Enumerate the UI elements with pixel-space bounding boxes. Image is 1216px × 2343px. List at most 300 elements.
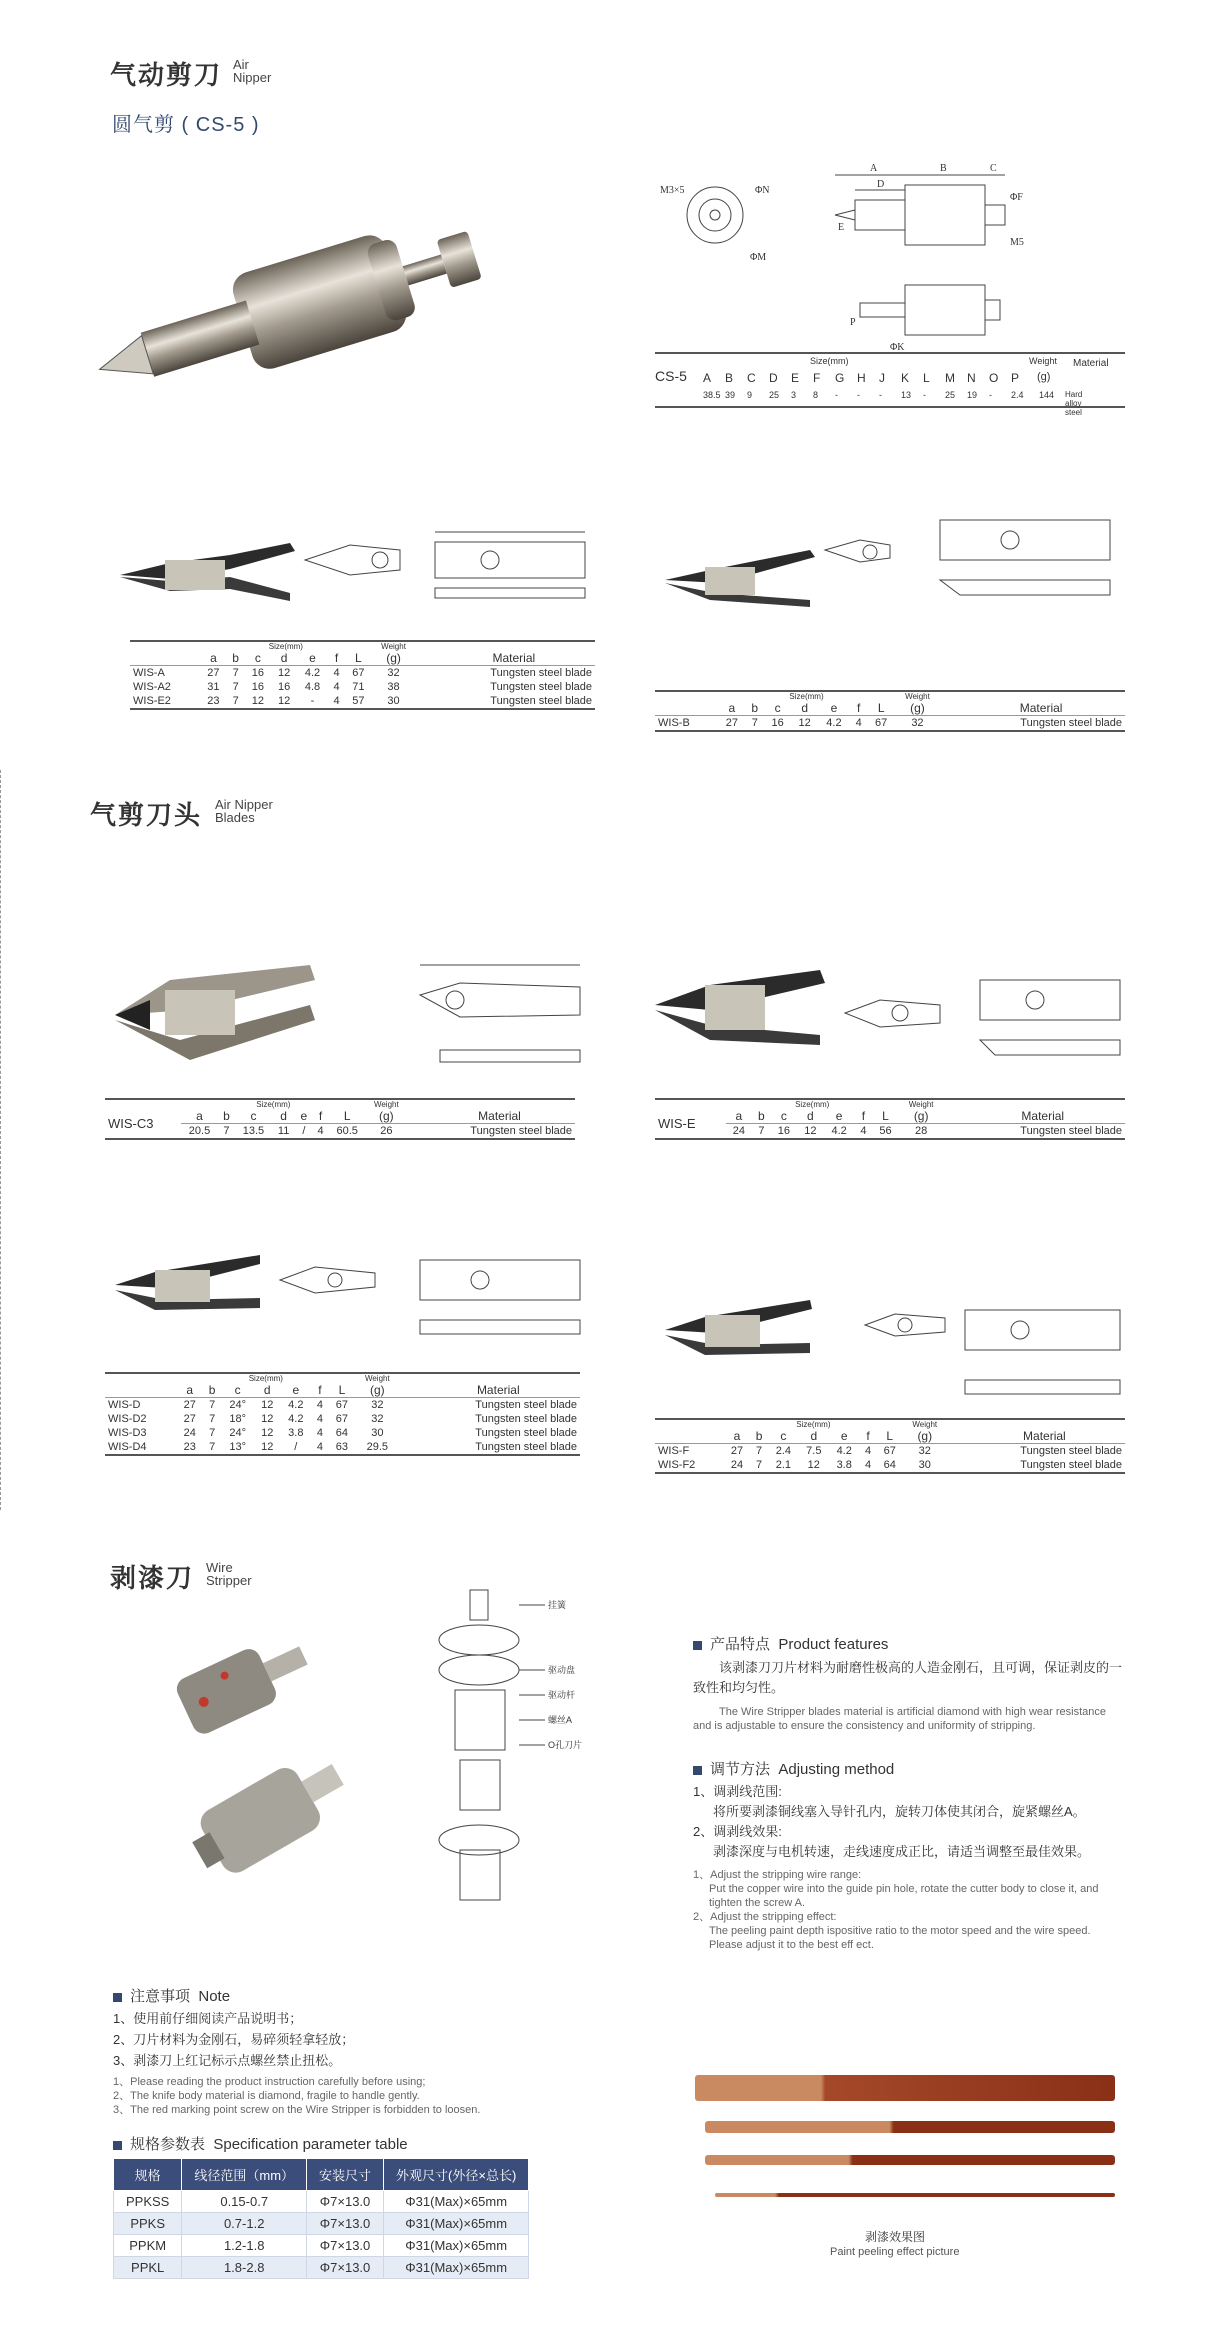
wis-a-photo	[110, 535, 300, 605]
model-cell: WIS-A	[130, 666, 200, 681]
spec-value: 7	[227, 666, 245, 681]
size-label: Size(mm)	[248, 1374, 283, 1383]
column-label: c	[780, 1429, 787, 1443]
cs5-weight-value: 144	[1039, 390, 1055, 400]
blank	[655, 1420, 724, 1429]
features-heading-cn: 产品特点	[710, 1636, 771, 1653]
params-cell: Φ31(Max)×65mm	[384, 2191, 529, 2213]
note-en-item: 2、The knife body material is diamond, fragile to handle gently.	[113, 2090, 420, 2102]
spec-value: 24	[726, 1124, 753, 1139]
label-m: ΦM	[750, 252, 767, 263]
spec-row	[655, 1124, 1125, 1139]
weight-label: Weight	[912, 1420, 938, 1429]
spec-value: 20.5	[181, 1124, 218, 1139]
model-cell: WIS-F2	[658, 1459, 696, 1471]
column-label: b	[208, 1383, 216, 1397]
adjust-cn-block	[693, 1782, 1123, 1862]
params-cell: 0.7-1.2	[182, 2213, 307, 2235]
adjust-en1b: Put the copper wire into the guide pin hole, rotate the cutter body to close it, and tighten the screw A.	[709, 1883, 1099, 1909]
spec-value: 12	[277, 695, 291, 707]
spec-row	[105, 1440, 580, 1454]
params-header: 规格	[114, 2159, 182, 2191]
cs5-value: 39	[725, 390, 736, 400]
spec-value: 27	[183, 1413, 196, 1425]
spec-value: 7	[752, 1124, 770, 1139]
column-label: a	[728, 701, 736, 715]
params-table	[113, 2158, 529, 2279]
spec-value: 7	[745, 716, 764, 731]
spec-value: 16	[245, 666, 271, 681]
spec-value: 4	[311, 1398, 329, 1413]
params-cell: Φ31(Max)×65mm	[384, 2257, 529, 2279]
model-cell	[655, 1429, 724, 1444]
spec-value: 64	[335, 1427, 349, 1439]
label-b: B	[940, 163, 947, 174]
blank	[105, 1374, 177, 1383]
spec-value: 7.5	[799, 1444, 829, 1459]
spec-value: 4	[865, 1459, 872, 1471]
wis-f-drawing-small	[860, 1300, 950, 1350]
weight-value: 32	[371, 1413, 384, 1425]
spec-value: 2.4	[768, 1444, 798, 1459]
spec-value: 7	[218, 1124, 235, 1139]
weight-label: Weight	[381, 642, 406, 651]
model-cell: WIS-F	[655, 1444, 724, 1459]
column-label: d	[810, 1429, 818, 1443]
blank	[130, 642, 200, 651]
params-table-wrap	[113, 2158, 529, 2279]
weight-label: Weight	[905, 692, 930, 701]
spec-value: 24°	[229, 1427, 246, 1439]
params-heading-cn: 规格参数表	[130, 2136, 206, 2153]
size-label: Size(mm)	[796, 1420, 831, 1429]
wisF-table	[655, 1420, 1125, 1472]
spec-value: 27	[177, 1398, 203, 1413]
spec-value: 60.5	[329, 1124, 366, 1139]
note-en-list	[113, 2075, 583, 2117]
square-bullet-icon	[693, 1641, 702, 1650]
wisB-table	[655, 692, 1125, 730]
cs5-weight-unit: (g)	[1037, 371, 1051, 383]
spec-value: 13.5	[235, 1124, 272, 1139]
cs5-value: 25	[769, 390, 780, 400]
diagram-label-2: 驱动杆	[548, 1690, 576, 1700]
material-value: Tungsten steel blade	[944, 1124, 1125, 1139]
title-cn: 剥漆刀	[110, 1563, 195, 1593]
wisC3-table	[105, 1100, 575, 1138]
spec-value: 12	[271, 666, 297, 681]
column-label: b	[758, 1109, 765, 1123]
spec-value: /	[295, 1124, 312, 1139]
weight-value: 32	[371, 666, 415, 681]
spec-value: 63	[335, 1441, 349, 1453]
material-value: Tungsten steel blade	[475, 1427, 577, 1439]
spec-value: 2.1	[775, 1459, 792, 1471]
spec-value: 16	[277, 681, 291, 693]
cs5-value: 2.4	[1011, 390, 1024, 400]
label-m3: M3×5	[660, 185, 685, 196]
peel-caption-cn: 剥漆效果图	[865, 2230, 926, 2244]
spec-value: 7	[756, 1459, 763, 1471]
spec-value: 12	[261, 1427, 274, 1439]
square-bullet-icon	[113, 1993, 122, 2002]
wisE-table	[655, 1100, 1125, 1138]
spec-value: /	[294, 1441, 298, 1453]
cs5-value: 9	[747, 390, 753, 400]
params-row	[114, 2191, 529, 2213]
note-en-item: 1、Please reading the product instruction carefully before using;	[113, 2076, 426, 2088]
spec-value: 23	[183, 1441, 196, 1453]
spec-value: 24	[730, 1459, 744, 1471]
cs5-value: -	[879, 390, 882, 400]
spec-value: 24	[183, 1427, 196, 1439]
label-n: ΦN	[755, 185, 770, 196]
cs5-column-label: H	[857, 371, 866, 385]
spec-value: 7	[209, 1413, 216, 1425]
spec-value: 12	[807, 1459, 820, 1471]
model-cell: WIS-C3	[108, 1115, 154, 1131]
cs5-weight-label: Weight	[1029, 356, 1057, 366]
params-cell: Φ7×13.0	[307, 2235, 384, 2257]
column-label: c	[774, 701, 781, 715]
peel-caption-en: Paint peeling effect picture	[830, 2246, 960, 2258]
wisD-table	[105, 1374, 580, 1454]
model-cell: WIS-D	[105, 1398, 177, 1413]
material-label: Material	[476, 1383, 520, 1397]
spec-row	[105, 1412, 580, 1426]
cs5-material-label: Material	[1073, 358, 1109, 369]
wisA-table	[130, 642, 595, 708]
wis-c3-spec-table	[105, 1098, 575, 1140]
model-cell: WIS-D2	[108, 1413, 147, 1425]
params-cell: Φ7×13.0	[307, 2213, 384, 2235]
cs5-column-label: L	[923, 371, 930, 385]
wis-e-drawing-small	[840, 985, 950, 1040]
features-en: The Wire Stripper blades material is artificial diamond with high wear resistance and is adjustable to ensure the consistency and uniformity of stripping.	[693, 1706, 1106, 1732]
spec-value: 16	[764, 716, 791, 731]
section-title-stripper	[110, 1558, 194, 1595]
spec-value: 4.8	[304, 681, 321, 693]
adjust-cn2-body: 剥漆深度与电机转速，走线速度成正比，请适当调整至最佳效果。	[713, 1844, 1091, 1859]
params-row	[114, 2257, 529, 2279]
spec-value: 67	[345, 666, 371, 681]
material-label: Material	[1023, 1429, 1066, 1443]
adjust-en1: 1、Adjust the stripping wire range:	[693, 1869, 862, 1881]
title-en	[206, 1561, 252, 1587]
weight-unit: (g)	[910, 701, 925, 715]
weight-unit: (g)	[917, 1429, 933, 1443]
spec-value: 27	[718, 716, 745, 731]
column-label: L	[877, 701, 885, 715]
spec-value: 7	[232, 695, 239, 707]
wis-c3-drawing	[380, 955, 590, 1070]
label-a: A	[870, 163, 878, 174]
column-label: f	[861, 1109, 866, 1123]
cs5-model: CS-5	[655, 368, 687, 384]
params-row	[114, 2213, 529, 2235]
cs5-column-label: D	[769, 371, 778, 385]
material-value: Tungsten steel blade	[475, 1441, 577, 1453]
column-label: c	[234, 1383, 241, 1397]
adjust-cn2-title: 2、调剥线效果:	[693, 1824, 782, 1839]
cs5-value: -	[923, 390, 926, 400]
cs5-column-label: M	[945, 371, 955, 385]
material-label: Material	[1021, 1109, 1065, 1123]
square-bullet-icon	[113, 2141, 122, 2150]
weight-label: Weight	[908, 1100, 934, 1109]
cs5-value: -	[989, 390, 992, 400]
column-label: f	[857, 701, 861, 715]
note-heading-en: Note	[198, 1988, 231, 2005]
spec-value: 16	[251, 681, 264, 693]
title-en	[233, 58, 271, 84]
spec-value: 12	[797, 1124, 824, 1139]
material-value: Tungsten steel blade	[416, 666, 595, 681]
spec-value: 4	[859, 1444, 876, 1459]
params-cell: Φ7×13.0	[307, 2257, 384, 2279]
column-label: a	[196, 1109, 203, 1123]
wis-e-drawing	[975, 960, 1125, 1070]
wis-a-drawing	[300, 520, 600, 605]
column-label: b	[751, 701, 759, 715]
weight-value: 28	[899, 1124, 944, 1139]
wis-b-spec-table	[655, 690, 1125, 732]
material-value: Tungsten steel blade	[947, 1444, 1125, 1459]
model-cell: WIS-E	[658, 1115, 696, 1131]
note-cn-item: 1、使用前仔细阅读产品说明书；	[113, 2011, 303, 2026]
model-cell: WIS-D4	[108, 1441, 147, 1453]
peeled-wires-picture	[695, 2075, 1115, 2197]
adjust-heading-en: Adjusting method	[778, 1761, 895, 1778]
column-label: f	[318, 1109, 323, 1123]
column-label: a	[186, 1383, 194, 1397]
blank	[940, 692, 1125, 701]
cs5-value: 25	[945, 390, 956, 400]
features-cn: 该剥漆刀刀片材料为耐磨性极高的人造金刚石，且可调，保证剥皮的一致性和均匀性。	[693, 1660, 1123, 1695]
column-label: L	[882, 1109, 889, 1123]
material-value: Tungsten steel blade	[940, 716, 1125, 731]
model-cell: WIS-D3	[108, 1427, 147, 1439]
wis-f-photo	[660, 1295, 820, 1360]
spec-value: 4	[855, 1124, 873, 1139]
cs5-material-value: Hard alloy steel	[1065, 390, 1083, 417]
title-en-line1: Air Nipper	[215, 797, 273, 812]
wire-sample	[695, 2075, 1115, 2101]
cs5-column-label: E	[791, 371, 800, 385]
weight-unit: (g)	[913, 1109, 929, 1123]
wis-d-photo	[110, 1250, 265, 1315]
column-label: L	[338, 1383, 346, 1397]
weight-value: 32	[903, 1444, 947, 1459]
column-label: e	[292, 1383, 300, 1397]
spec-value: 4.2	[829, 1444, 859, 1459]
weight-label: Weight	[373, 1100, 399, 1109]
cs5-value: -	[857, 390, 860, 400]
model-cell	[105, 1383, 177, 1398]
params-header: 线径范围（mm）	[182, 2159, 307, 2191]
cs5-value: 3	[791, 390, 797, 400]
cs5-value: 19	[967, 390, 978, 400]
column-label: a	[210, 651, 217, 665]
spec-value: 12	[791, 716, 818, 731]
cs5-spec-table	[655, 352, 1125, 417]
cs5-column-label: K	[901, 371, 910, 385]
label-d: D	[877, 179, 885, 190]
params-cell: PPKL	[114, 2257, 182, 2279]
wis-b-photo	[660, 545, 820, 610]
column-label: f	[334, 651, 339, 665]
spec-value: 18°	[229, 1413, 246, 1425]
cs5-column-label: N	[967, 371, 976, 385]
wis-a-spec-table	[130, 640, 595, 710]
label-k: ΦK	[890, 342, 905, 353]
spec-value: 4	[316, 1441, 324, 1453]
diagram-label-1: 驱动盘	[548, 1665, 576, 1675]
spec-value: 4	[850, 716, 868, 731]
wire-sample	[705, 2121, 1115, 2133]
spec-value: 11	[272, 1124, 295, 1139]
column-label: b	[755, 1429, 763, 1443]
spec-value: 7	[203, 1398, 221, 1413]
spec-value: 4.2	[288, 1413, 304, 1425]
wis-d-drawing-small	[275, 1255, 385, 1305]
material-label: Material	[478, 1109, 521, 1123]
column-label: c	[254, 651, 261, 665]
column-label: a	[735, 1109, 743, 1123]
column-label: e	[300, 1109, 308, 1123]
title-en-line2: Nipper	[233, 70, 272, 85]
label-m5: M5	[1010, 237, 1024, 248]
material-value: Tungsten steel blade	[1020, 1459, 1122, 1471]
spec-value: 4.2	[818, 716, 850, 731]
spec-row	[130, 680, 595, 694]
adjust-heading-cn: 调节方法	[710, 1761, 771, 1778]
cs5-column-label: G	[835, 371, 845, 385]
params-heading-en: Specification parameter table	[213, 2136, 408, 2153]
column-label: d	[280, 651, 288, 665]
size-label: Size(mm)	[789, 692, 824, 701]
note-cn-item: 2、刀片材料为金刚石，易碎须轻拿轻放；	[113, 2032, 355, 2047]
material-value: Tungsten steel blade	[400, 1398, 580, 1413]
params-cell: PPKS	[114, 2213, 182, 2235]
params-heading	[113, 2133, 408, 2154]
spec-value: 67	[329, 1398, 355, 1413]
spec-row	[655, 1458, 1125, 1472]
adjust-en2b: The peeling paint depth ispositive ratio to the motor speed and the wire speed. Please adjust it to the best eff ect.	[709, 1925, 1091, 1951]
title-en	[215, 798, 273, 824]
spec-value: 67	[335, 1413, 349, 1425]
cs5-column-label: F	[813, 371, 821, 385]
cs5-column-label: J	[879, 371, 885, 385]
spec-value: 4	[312, 1124, 328, 1139]
wis-d-drawing	[410, 1235, 590, 1355]
column-label: b	[223, 1109, 230, 1123]
spec-value: 7	[750, 1444, 768, 1459]
spec-row	[130, 666, 595, 681]
spec-value: 12	[251, 695, 264, 707]
features-heading-en: Product features	[778, 1636, 889, 1653]
cs5-column-label: C	[747, 371, 756, 385]
spec-value: -	[310, 695, 315, 707]
column-label: d	[807, 1109, 814, 1123]
title-en-line2: Blades	[215, 810, 255, 825]
blank	[400, 1374, 580, 1383]
cs5-column-label: O	[989, 371, 999, 385]
title-en-line2: Stripper	[206, 1573, 252, 1588]
spec-value: 67	[868, 716, 895, 731]
wire-sample	[705, 2155, 1115, 2165]
section-title-blades	[90, 795, 202, 832]
wis-b-drawing	[820, 500, 1120, 610]
params-cell: Φ31(Max)×65mm	[384, 2235, 529, 2257]
note-heading	[113, 1985, 230, 2006]
section-title-air-nipper	[110, 55, 222, 92]
spec-value: 7	[232, 681, 239, 693]
spec-value: 4	[316, 1413, 324, 1425]
wis-e-photo	[650, 965, 830, 1060]
weight-value: 26	[366, 1124, 407, 1139]
blank	[947, 1420, 1125, 1429]
stripper-photo-2	[185, 1760, 355, 1875]
spec-value: 7	[209, 1427, 216, 1439]
column-label: d	[280, 1109, 287, 1123]
column-label: d	[263, 1383, 271, 1397]
wis-d-spec-table	[105, 1372, 580, 1456]
subtitle-cs5: 圆气剪 ( CS-5 )	[112, 114, 260, 136]
spec-value: 3.8	[836, 1459, 852, 1471]
model-cell	[130, 651, 200, 666]
weight-unit: (g)	[386, 651, 401, 665]
note-heading-cn: 注意事项	[130, 1988, 191, 2005]
spec-value: 67	[877, 1444, 903, 1459]
stripper-photo-1	[160, 1630, 320, 1740]
blank	[655, 1100, 726, 1109]
params-cell: Φ31(Max)×65mm	[384, 2213, 529, 2235]
weight-value: 30	[387, 695, 400, 707]
model-cell: WIS-B	[655, 716, 718, 731]
cs5-column-label: P	[1011, 371, 1020, 385]
spec-value: 12	[261, 1413, 274, 1425]
margin-guide	[0, 770, 1, 1510]
spec-value: 57	[352, 695, 365, 707]
note-cn-list	[113, 2008, 573, 2071]
weight-unit: (g)	[379, 1109, 394, 1123]
adjust-en2: 2、Adjust the stripping effect:	[693, 1911, 837, 1923]
params-cell: 1.2-1.8	[182, 2235, 307, 2257]
weight-value: 29.5	[366, 1441, 389, 1453]
cs5-column-label: B	[725, 371, 734, 385]
material-value: Tungsten steel blade	[475, 1413, 577, 1425]
size-label: Size(mm)	[268, 642, 303, 651]
column-label: e	[840, 1429, 848, 1443]
weight-value: 30	[371, 1427, 384, 1439]
column-label: c	[250, 1109, 257, 1123]
diagram-label-3: 螺丝A	[548, 1715, 573, 1725]
spec-value: 4.2	[824, 1124, 855, 1139]
column-label: e	[309, 651, 316, 665]
spec-value: 56	[872, 1124, 899, 1139]
adjust-cn1-title: 1、调剥线范围:	[693, 1784, 782, 1799]
cs5-column-label: A	[703, 371, 712, 385]
column-label: L	[343, 1109, 351, 1123]
cs5-value: 8	[813, 390, 819, 400]
spec-row	[105, 1398, 580, 1413]
square-bullet-icon	[693, 1766, 702, 1775]
spec-value: 13°	[229, 1441, 246, 1453]
size-label: Size(mm)	[256, 1100, 291, 1109]
label-c: C	[990, 163, 997, 174]
material-value: Tungsten steel blade	[490, 695, 592, 707]
